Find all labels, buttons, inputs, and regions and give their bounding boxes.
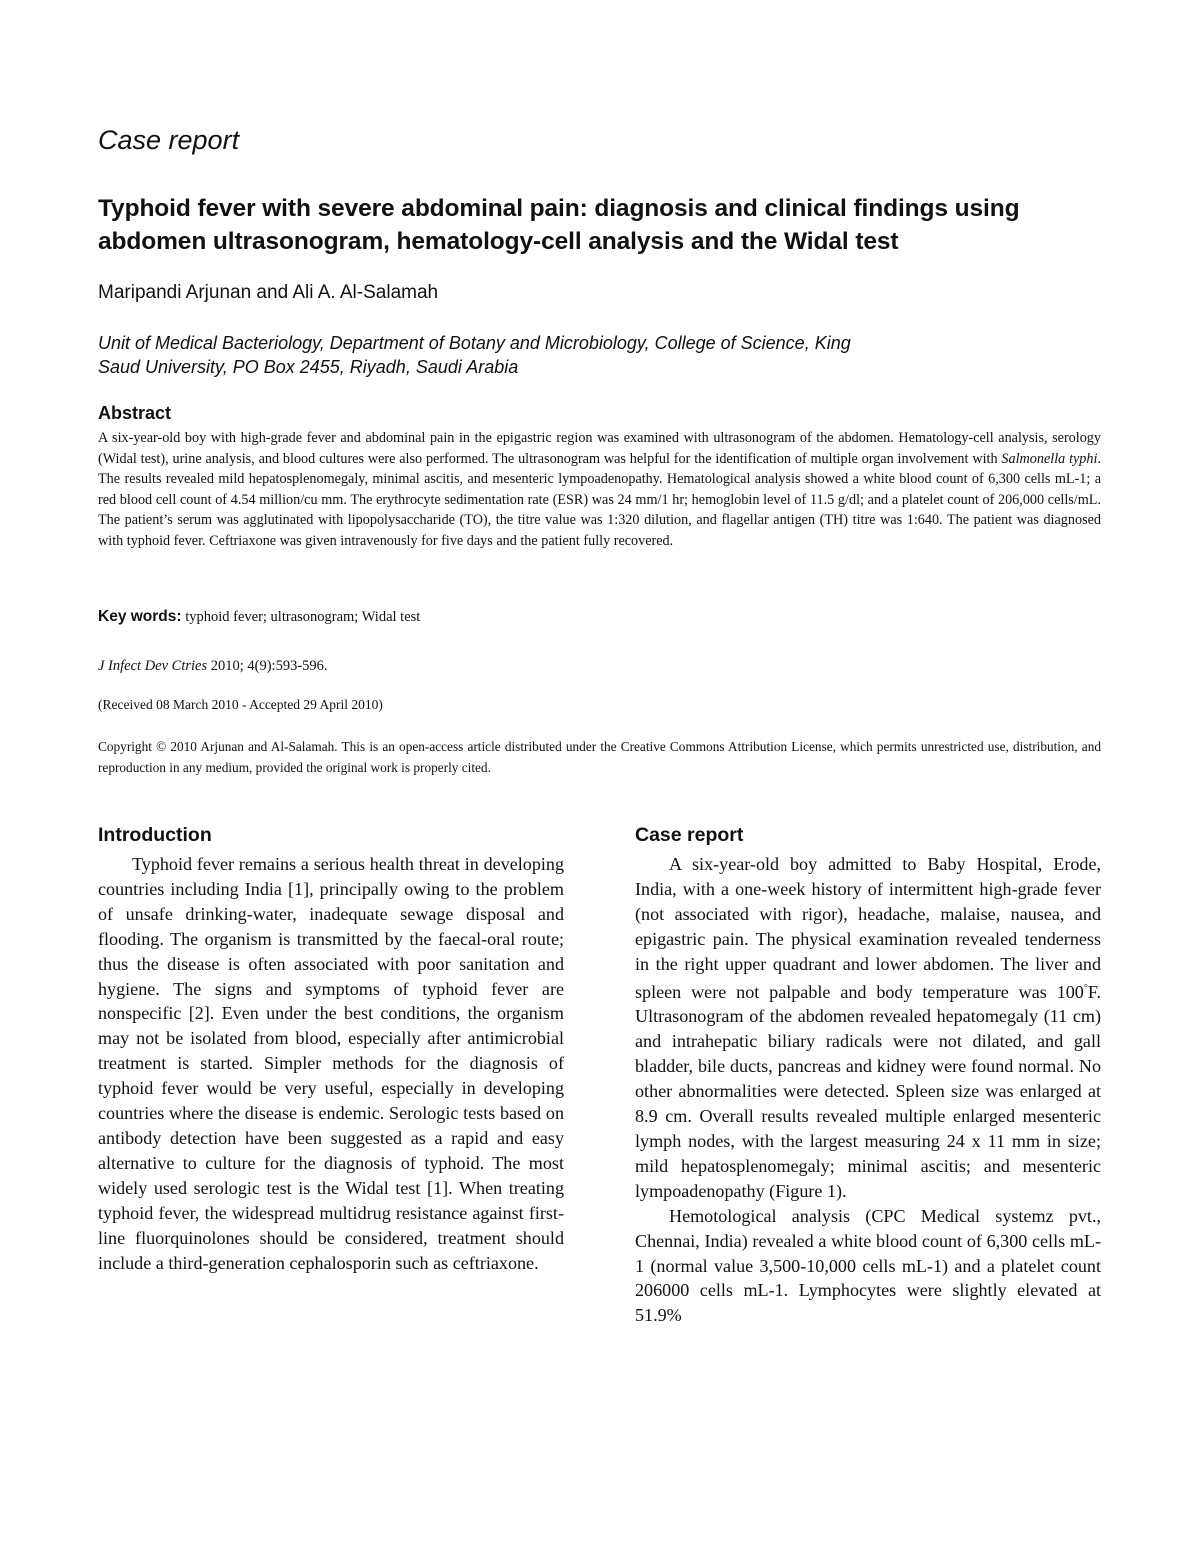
introduction-paragraph: Typhoid fever remains a serious health threat in developing countries including India [1], principally owing to the problem of unsafe drinking-water, inadequate sewage disposal and flooding. The organism is transmitted by the faecal-oral route; thus the disease is often associated with poor sanitation and hygiene. The signs and symptoms of typhoid fever are nonspecific [2]. Even under the best conditions, the organism may not be isolated from blood, especially after antimicrobial treatment is started. Simpler methods for the diagnosis of typhoid fever would be very useful, especially in developing countries where the disease is endemic. Serologic tests based on antibody detection have been suggested as a rapid and easy alternative to culture for the diagnosis of typhoid. The most widely used serologic test is the Widal test [1]. When treating typhoid fever, the widespread multidrug resistance against first-line fluorquinolones should be considered, treatment should include a third-generation cephalosporin such as ceftriaxone. xyxy=(98,854,564,1273)
received-dates: (Received 08 March 2010 - Accepted 29 April 2010) xyxy=(98,697,383,712)
keywords-value: typhoid fever; ultrasonogram; Widal test xyxy=(181,609,421,625)
author-list: Maripandi Arjunan and Ali A. Al-Salamah xyxy=(98,282,439,303)
case-report-paragraph-1 xyxy=(635,852,1101,1204)
journal-name: J Infect Dev Ctries xyxy=(98,658,208,674)
abstract-organism-name: Salmonella typhi xyxy=(1001,450,1098,467)
introduction-section xyxy=(98,824,564,1275)
case-report-paragraph-2: Hemotological analysis (CPC Medical systemz pvt., Chennai, India) revealed a white blood count of 6,300 cells mL-1 (normal value 3,500-10,000 cells mL-1) and a platelet count 206000 cells mL-1. Lymphocytes were slightly elevated at 51.9% xyxy=(635,1205,1101,1326)
case-report-heading: Case report xyxy=(635,824,744,846)
keywords-label: Key words: xyxy=(98,608,182,625)
degree-symbol: ° xyxy=(1083,982,1088,994)
abstract-text-part2: . The results revealed mild hepatosplenomegaly, minimal ascitis, and mesenteric lympoadenopathy. Hematological analysis showed a white blood count of 6,300 cells mL-1; a red blood cell count of 4.54 million/cu mm. The erythrocyte sedimentation rate (ESR) was 24 mm/1 hr; hemoglobin level of 11.5 g/dl; and a platelet count of 206,000 cells/mL. The patient’s serum was agglutinated with lipopolysaccharide (TO), the titre value was 1:320 dilution, and flagellar antigen (TH) titre was 1:640. The patient was diagnosed with typhoid fever. Ceftriaxone was given intravenously for five days and the patient fully recovered. xyxy=(98,450,1101,549)
case-report-p1-part2: F. Ultrasonogram of the abdomen revealed hepatomegaly (11 cm) and intrahepatic biliary radicals were not dilated, and gall bladder, bile ducts, pancreas and kidney were found normal. No other abnormalities were detected. Spleen size was enlarged at 8.9 cm. Overall results revealed multiple enlarged mesenteric lymph nodes, with the largest measuring 24 x 11 mm in size; mild hepatosplenomegaly; minimal ascitis; and mesenteric lympoadenopathy (Figure 1). xyxy=(635,981,1101,1201)
abstract-text-part1: A six-year-old boy with high-grade fever and abdominal pain in the epigastric region was examined with ultrasonogram of the abdomen. Hematology-cell analysis, serology (Widal test), urine analysis, and blood cultures were also performed. The ultrasonogram was helpful for the identification of multiple organ involvement with xyxy=(98,430,1101,467)
author-affiliation: Unit of Medical Bacteriology, Department of Botany and Microbiology, College of Science, King Saud University, PO Box 2455, Riyadh, Saudi Arabia xyxy=(98,333,851,377)
citation-details: 2010; 4(9):593-596. xyxy=(207,658,328,674)
abstract-body xyxy=(98,428,1101,552)
keywords xyxy=(98,608,420,626)
abstract-heading: Abstract xyxy=(98,403,172,423)
paper-title: Typhoid fever with severe abdominal pain: diagnosis and clinical findings using abdomen ultrasonogram, hematology-cell analysis and the Widal test xyxy=(98,195,1020,255)
article-type-label: Case report xyxy=(98,125,240,155)
introduction-heading: Introduction xyxy=(98,824,212,846)
case-report-section xyxy=(635,824,1101,1328)
copyright-notice: Copyright © 2010 Arjunan and Al-Salamah. This is an open-access article distributed under the Creative Commons Attribution License, which permits unrestricted use, distribution, and reproduction in any medium, provided the original work is properly cited. xyxy=(98,739,1101,775)
journal-citation xyxy=(98,658,328,675)
case-report-p1-part1: A six-year-old boy admitted to Baby Hospital, Erode, India, with a one-week history of intermittent high-grade fever (not associated with rigor), headache, malaise, nausea, and epigastric pain. The physical examination revealed tenderness in the right upper quadrant and lower abdomen. The liver and spleen were not palpable and body temperature was 100 xyxy=(635,854,1101,1002)
